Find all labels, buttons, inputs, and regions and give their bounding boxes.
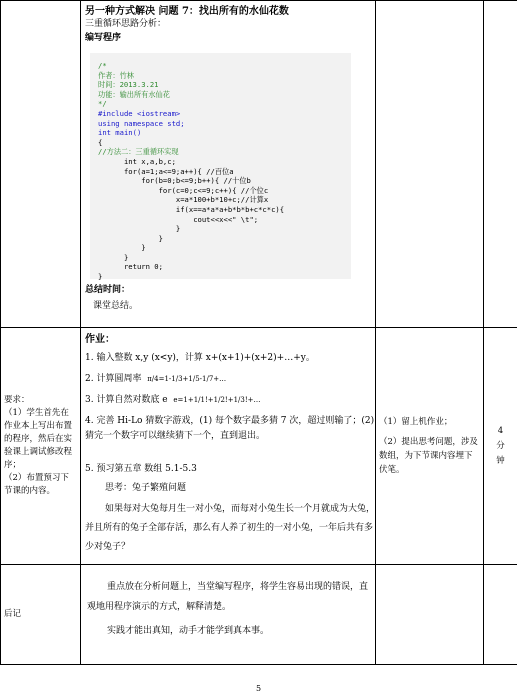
homework-item-4: 4. 完善 Hi-Lo 猜数字游戏，(1) 每个数字最多猜 7 次，超过则输了；(2) 猜完一个数字可以继续猜下一个，直到退出。	[85, 416, 375, 441]
blank-cell-time	[484, 1, 517, 328]
program-section	[81, 1, 376, 328]
code-listing	[90, 53, 351, 282]
homework-title: 作业：	[85, 334, 115, 345]
postscript-cell	[81, 565, 376, 665]
code-line: }	[98, 252, 129, 262]
homework-item-1: 1. 输入整数 x,y (x<y)，计算 x+(x+1)+(x+2)+…+y。	[85, 353, 315, 363]
code-line: }	[98, 233, 163, 243]
code-line: x=a*100+b*10+c;//计算x	[98, 195, 269, 205]
postscript-paragraph-1: 重点放在分析问题上，当堂编写程序，将学生容易出现的错误，直观地用程序演示的方式，解释清楚。	[87, 582, 369, 612]
code-line: }	[98, 272, 103, 282]
code-line: #include <iostream>	[98, 108, 181, 118]
postscript-label: 后记	[4, 609, 22, 619]
code-line: int main()	[98, 128, 142, 138]
homework-item-2: 2. 计算圆周率	[85, 374, 142, 384]
code-line: */	[98, 99, 107, 109]
postscript-blank-1	[376, 565, 484, 665]
summary-time-label: 总结时间：	[85, 285, 131, 295]
task-2: （2）提出思考问题，涉及数组，为下节课内容埋下伏笔。	[379, 437, 478, 475]
time-cell	[484, 328, 517, 565]
code-line: int x,a,b,c;	[98, 156, 176, 166]
task-1: （1）留上机作业；	[379, 417, 453, 427]
teacher-actions-cell	[376, 328, 484, 565]
code-line: 时间：2013.3.21	[98, 80, 159, 90]
requirements-text: 要求： （1）学生首先在作业本上写出布置的程序，然后在实验课上调试修改程序； （2）布置预习下节课的内容。	[4, 395, 73, 496]
blank-cell-right	[376, 1, 484, 328]
rabbit-problem: 如果每对大兔每月生一对小兔，而每对小兔生长一个月就成为大兔，并且所有的兔子全部存活，那么有人养了初生的一对小兔，一年后共有多少对兔子？	[85, 504, 376, 552]
code-line: /*	[98, 61, 107, 70]
postscript-blank-2	[484, 565, 517, 665]
code-line: //方法二：三重循环实现	[98, 147, 179, 157]
e-formula: e=1+1/1!+1/2!+1/3!+…	[173, 396, 261, 404]
code-line: {	[98, 137, 103, 147]
page-number: 5	[255, 684, 262, 693]
think-question: 思考：兔子繁殖问题	[105, 483, 187, 493]
pi-formula: π/4=1-1/3+1/5-1/7+…	[147, 375, 227, 383]
blank-cell-left	[1, 1, 81, 328]
code-line: }	[98, 243, 146, 253]
code-line: cout<<x<<" \t";	[98, 214, 259, 224]
requirements-cell	[1, 328, 81, 565]
section-heading: 另一种方式解决 问题 7：找出所有的水仙花数	[85, 6, 289, 17]
code-line: using namespace std;	[98, 118, 185, 128]
section-subheading: 三重循环思路分析：	[85, 19, 167, 29]
code-line: for(c=0;c<=9;c++){ //个位c	[98, 185, 269, 195]
code-line: }	[98, 224, 181, 234]
code-line: return 0;	[98, 262, 163, 272]
code-line: for(a=1;a<=9;a++){ //百位a	[98, 166, 234, 176]
postscript-label-cell	[1, 565, 81, 665]
homework-item-5: 5. 预习第五章 数组 5.1-5.3	[85, 464, 197, 474]
code-line: if(x==a*a*a+b*b*b+c*c*c){	[98, 204, 285, 214]
summary-text: 课堂总结。	[93, 301, 139, 311]
time-text: 4 分 钟	[496, 425, 505, 466]
homework-cell	[81, 328, 376, 565]
postscript-paragraph-2: 实践才能出真知，动手才能学到真本事。	[107, 626, 270, 636]
code-line: 功能：输出所有水仙花	[98, 89, 170, 99]
code-line: 作者：竹林	[98, 70, 134, 80]
homework-item-3: 3. 计算自然对数底 e	[85, 395, 168, 405]
program-label: 编写程序	[85, 33, 122, 43]
code-line: for(b=0;b<=9;b++){ //十位b	[98, 176, 251, 186]
